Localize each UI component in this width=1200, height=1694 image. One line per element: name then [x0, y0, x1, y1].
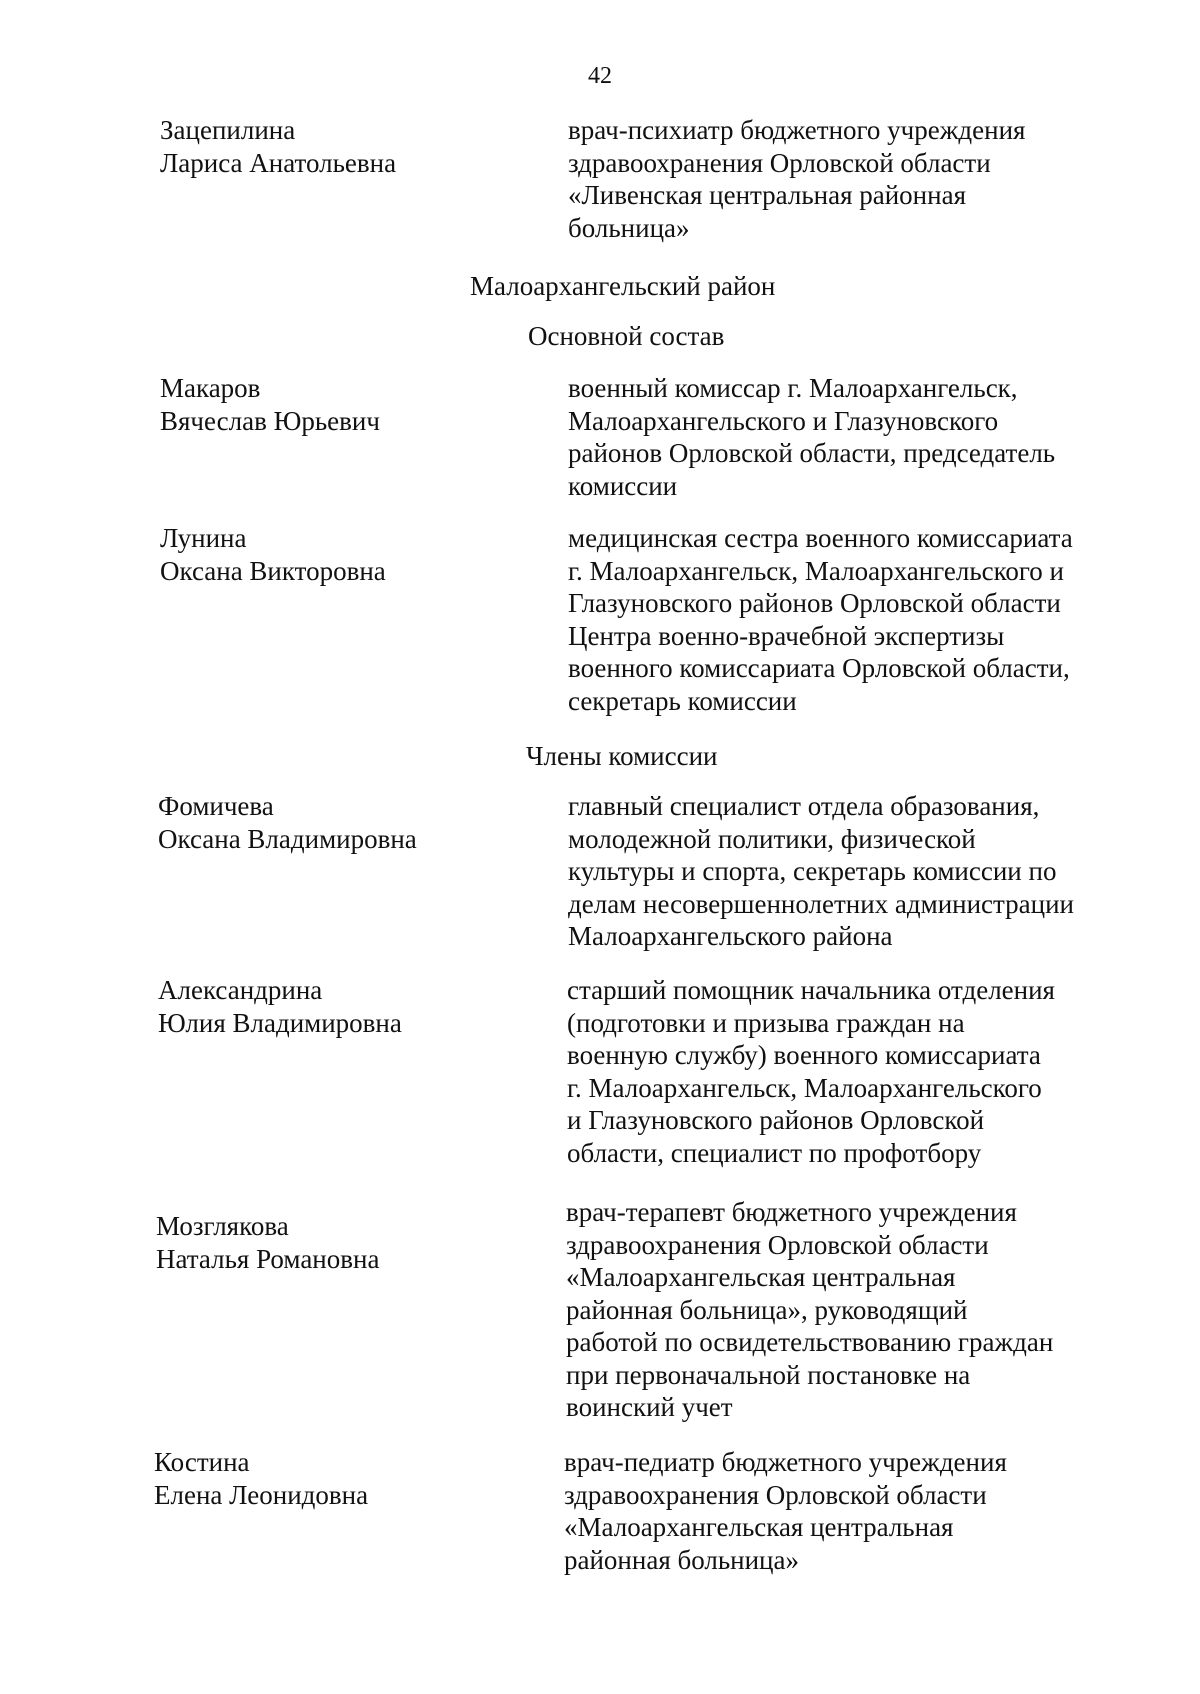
role-line: районная больница», руководящий [566, 1294, 968, 1325]
role-line: военный комиссар г. Малоархангельск, [568, 373, 1018, 403]
member-surname: Костина [154, 1447, 250, 1477]
role-line: врач-педиатр бюджетного учреждения [564, 1447, 1007, 1477]
member-name [158, 974, 578, 1039]
member-given-names: Вячеслав Юрьевич [160, 405, 380, 436]
role-line: здравоохранения Орловской области [566, 1229, 989, 1260]
role-line: старший помощник начальника отделения [567, 975, 1055, 1005]
role-line: врач-терапевт бюджетного учреждения [566, 1197, 1017, 1227]
member-role [566, 1196, 1166, 1424]
role-line: Центра военно-врачебной экспертизы [568, 620, 1005, 651]
member-name [160, 522, 580, 587]
role-line: больница» [568, 212, 690, 243]
role-line: военную службу) военного комиссариата [567, 1040, 1041, 1070]
member-role [568, 114, 1168, 244]
member-name [160, 372, 580, 437]
role-line: г. Малоархангельск, Малоархангельского и [568, 555, 1064, 586]
page-number: 42 [588, 63, 612, 89]
members-heading: Члены комиссии [526, 741, 718, 771]
member-role [568, 372, 1168, 502]
member-surname: Мозглякова [156, 1211, 289, 1241]
member-surname: Зацепилина [160, 115, 296, 145]
role-line: медицинская сестра военного комиссариата [568, 523, 1073, 553]
role-line: главный специалист отдела образования, [568, 791, 1040, 821]
role-line: секретарь комиссии [568, 685, 797, 716]
member-role [568, 790, 1168, 953]
role-line: врач-психиатр бюджетного учреждения [568, 115, 1026, 145]
role-line: г. Малоархангельск, Малоархангельского [567, 1072, 1042, 1103]
role-line: здравоохранения Орловской области [564, 1479, 987, 1510]
role-line: Малоархангельского и Глазуновского [568, 405, 999, 436]
role-line: работой по освидетельствованию граждан [566, 1327, 1054, 1357]
role-line: Глазуновского районов Орловской области [568, 588, 1061, 618]
role-line: делам несовершеннолетних администрации [568, 888, 1074, 919]
role-line: воинский учет [566, 1392, 733, 1422]
role-line: районная больница» [564, 1544, 799, 1575]
member-name [156, 1210, 576, 1275]
member-surname: Александрина [158, 975, 323, 1005]
role-line: «Малоархангельская центральная [566, 1262, 956, 1292]
role-line: молодежной политики, физической [568, 823, 976, 854]
main-composition-heading: Основной состав [528, 321, 725, 351]
district-heading: Малоархангельский район [470, 271, 776, 301]
member-given-names: Оксана Викторовна [160, 555, 386, 586]
role-line: при первоначальной постановке на [566, 1359, 971, 1390]
member-name [158, 790, 578, 855]
role-line: и Глазуновского районов Орловской [567, 1105, 985, 1135]
role-line: районов Орловской области, председатель [568, 438, 1056, 468]
role-line: области, специалист по профотбору [567, 1137, 982, 1168]
member-given-names: Юлия Владимировна [158, 1007, 402, 1038]
member-given-names: Лариса Анатольевна [160, 147, 397, 178]
role-line: «Ливенская центральная районная [568, 180, 966, 210]
role-line: (подготовки и призыва граждан на [567, 1007, 965, 1038]
member-surname: Фомичева [158, 791, 274, 821]
member-given-names: Оксана Владимировна [158, 823, 417, 854]
role-line: здравоохранения Орловской области [568, 147, 991, 178]
member-given-names: Наталья Романовна [156, 1243, 380, 1274]
member-name [160, 114, 580, 179]
role-line: культуры и спорта, секретарь комиссии по [568, 856, 1057, 886]
member-role [564, 1446, 1164, 1576]
role-line: комиссии [568, 470, 678, 501]
role-line: «Малоархангельская центральная [564, 1512, 954, 1542]
member-role [568, 522, 1168, 717]
member-role [567, 974, 1167, 1169]
member-name [154, 1446, 574, 1511]
member-surname: Лунина [160, 523, 247, 553]
role-line: военного комиссариата Орловской области, [568, 653, 1070, 683]
member-given-names: Елена Леонидовна [154, 1479, 369, 1510]
role-line: Малоархангельского района [568, 921, 893, 951]
member-surname: Макаров [160, 373, 261, 403]
